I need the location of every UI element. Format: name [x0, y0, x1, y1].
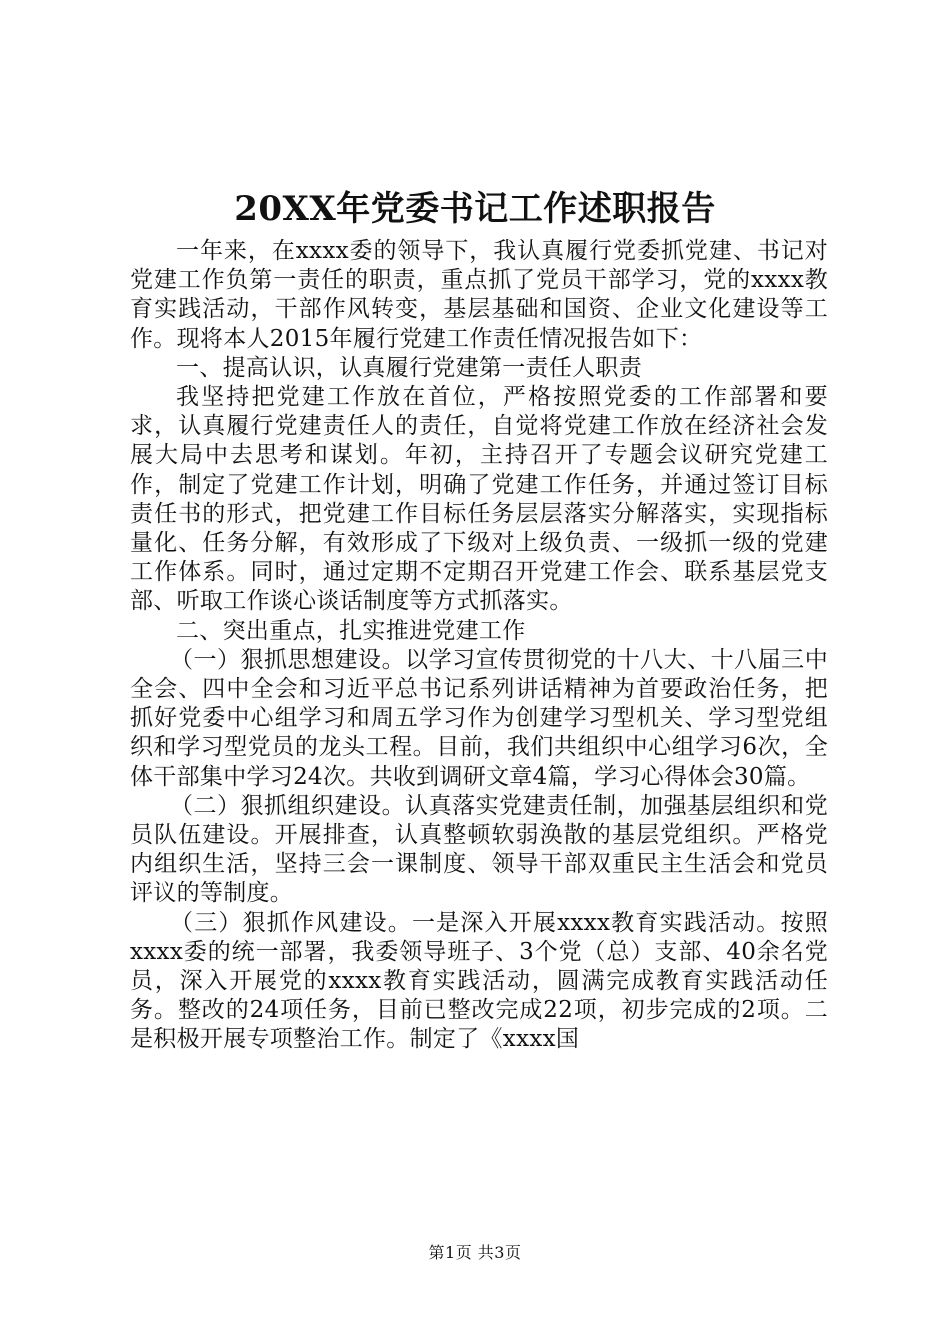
section-heading-2: 二、突出重点，扎实推进党建工作	[176, 617, 526, 644]
document-body	[130, 237, 828, 1055]
paragraph-intro: 一年来，在xxxx委的领导下，我认真履行党委抓党建、书记对党建工作负第一责任的职责，重点抓了党员干部学习，党的xxxx教育实践活动，干部作风转变，基层基础和国资、企业文化建设等工作。现将本人2015年履行党建工作责任情况报告如下：	[130, 238, 828, 352]
section-heading-1: 一、提高认识，认真履行党建第一责任人职责	[176, 354, 642, 381]
paragraph-section-1: 我坚持把党建工作放在首位，严格按照党委的工作部署和要求，认真履行党建责任人的责任，自觉将党建工作放在经济社会发展大局中去思考和谋划。年初，主持召开了专题会议研究党建工作，制定了党建工作计划，明确了党建工作任务，并通过签订目标责任书的形式，把党建工作目标任务层层落实分解落实，实现指标量化、任务分解，有效形成了下级对上级负责、一级抓一级的党建工作体系。同时，通过定期不定期召开党建工作会、联系基层党支部、听取工作谈心谈话制度等方式抓落实。	[130, 384, 828, 615]
page-footer: 第1页 共3页	[428, 1243, 522, 1262]
document-title: 20XX年党委书记工作述职报告	[234, 189, 716, 229]
paragraph-ideology: （一）狠抓思想建设。以学习宣传贯彻党的十八大、十八届三中全会、四中全会和习近平总书记系列讲话精神为首要政治任务，把抓好党委中心组学习和周五学习作为创建学习型机关、学习型党组织和学习型党员的龙头工程。目前，我们共组织中心组学习6次，全体干部集中学习24次。共收到调研文章4篇，学习心得体会30篇。	[130, 646, 828, 790]
paragraph-work-style: （三）狠抓作风建设。一是深入开展xxxx教育实践活动。按照xxxx委的统一部署，我委领导班子、3个党（总）支部、40余名党员，深入开展党的xxxx教育实践活动，圆满完成教育实践活动任务。整改的24项任务，目前已整改完成22项，初步完成的2项。二是积极开展专项整治工作。制定了《xxxx国	[130, 909, 828, 1053]
paragraph-organization: （二）狠抓组织建设。认真落实党建责任制，加强基层组织和党员队伍建设。开展排查，认真整顿软弱涣散的基层党组织。严格党内组织生活，坚持三会一课制度、领导干部双重民主生活会和党员评议的等制度。	[130, 792, 828, 907]
